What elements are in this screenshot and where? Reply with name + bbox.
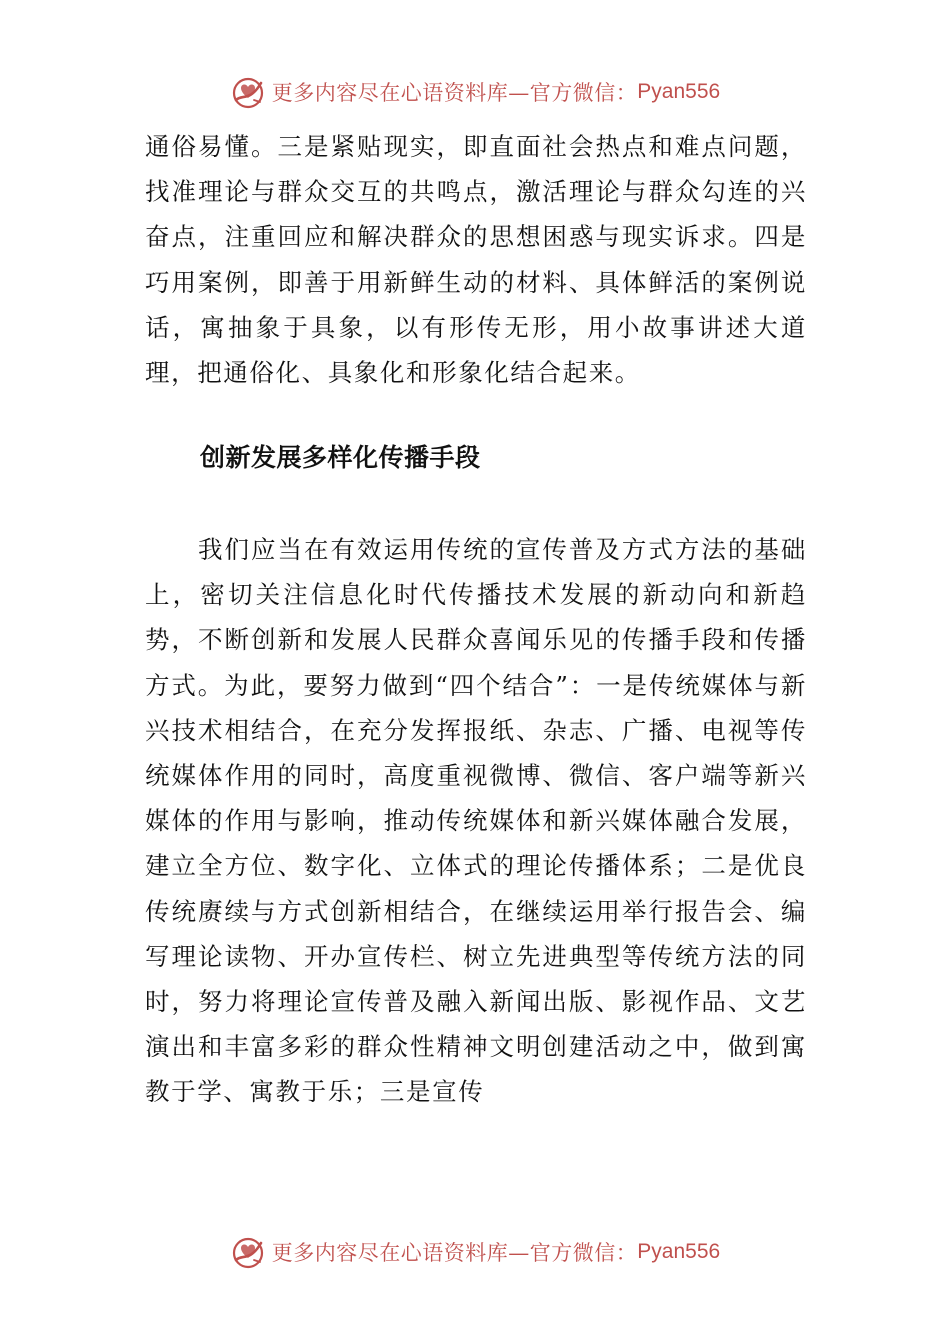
section-heading: 创新发展多样化传播手段 [200, 443, 481, 472]
footer-wechat-id: Pyan556 [637, 1240, 721, 1263]
footer-banner [0, 1232, 950, 1272]
header-banner-text: 更多内容尽在心语资料库—官方微信： [271, 81, 638, 105]
paragraph-2: 我们应当在有效运用传统的宣传普及方式方法的基础上，密切关注信息化时代传播技术发展的新动向和新趋势，不断创新和发展人民群众喜闻乐见的传播手段和传播方式。为此，要努力做到“四个结合”：一是传统媒体与新兴技术相结合，在充分发挥报纸、杂志、广播、电视等传统媒体作用的同时，高度重视微博、微信、客户端等新兴媒体的作用与影响，推动传统媒体和新兴媒体融合发展，建立全方位、数字化、立体式的理论传播体系；二是优良传统赓续与方式创新相结合，在继续运用举行报告会、编写理论读物、开办宣传栏、树立先进典型等传统方法的同时，努力将理论宣传普及融入新闻出版、影视作品、文艺演出和丰富多彩的群众性精神文明创建活动之中，做到寓教于学、寓教于乐；三是宣传 [145, 535, 807, 1107]
footer-banner-content [230, 1234, 720, 1270]
footer-banner-text: 更多内容尽在心语资料库—官方微信： [271, 1241, 638, 1265]
header-banner [0, 72, 950, 112]
heart-sign-logo-icon [230, 1234, 266, 1270]
header-banner-content [230, 74, 720, 110]
header-wechat-id: Pyan556 [637, 80, 721, 103]
paragraph-1: 通俗易懂。三是紧贴现实，即直面社会热点和难点问题，找准理论与群众交互的共鸣点，激活理论与群众勾连的兴奋点，注重回应和解决群众的思想困惑与现实诉求。四是巧用案例，即善于用新鲜生动的材料、具体鲜活的案例说话，寓抽象于具象，以有形传无形，用小故事讲述大道理，把通俗化、具象化和形象化结合起来。 [145, 132, 807, 388]
heart-sign-logo-icon [230, 74, 266, 110]
